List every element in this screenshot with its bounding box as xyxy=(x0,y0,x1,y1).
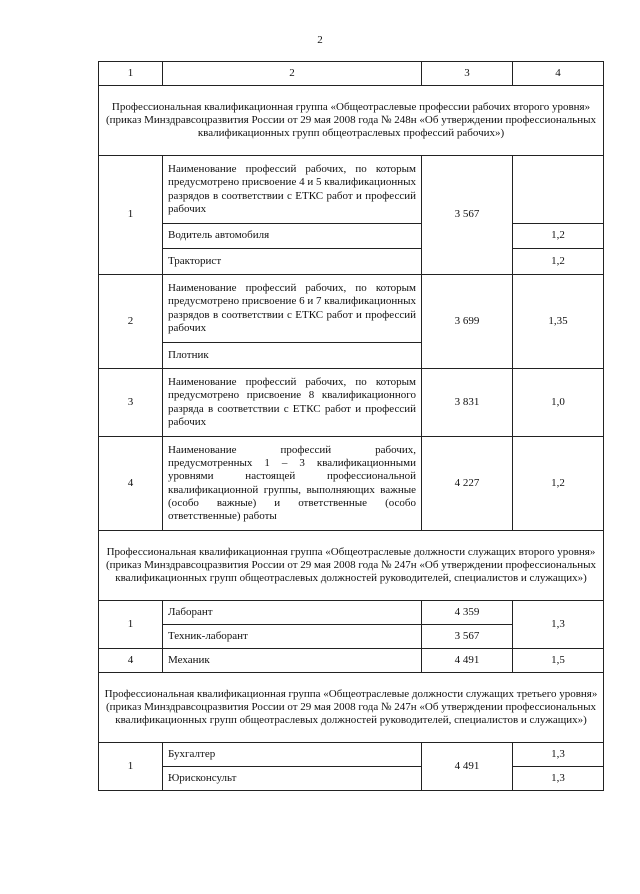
table-row xyxy=(99,601,604,625)
job-name: Бухгалтер xyxy=(163,743,422,767)
level-number: 4 xyxy=(99,649,163,673)
group-title-row xyxy=(99,531,604,601)
header-cell-1: 1 xyxy=(99,62,163,86)
table-row xyxy=(99,369,604,437)
table-row xyxy=(99,649,604,673)
salary-cell: 4 491 xyxy=(422,743,513,791)
coefficient-cell: 1,2 xyxy=(513,249,604,275)
group3-title: Профессиональная квалификационная группа «Общеотраслевые должности служащих третьего уровня» (приказ Минздравсоцразвития России от 29 мая 2008 года № 247н «Об утверждении профессиональных квалификационных групп общеотраслевых должностей руководителей, специалистов и служащих») xyxy=(99,673,604,743)
coefficient-cell: 1,0 xyxy=(513,369,604,437)
table-row xyxy=(99,224,604,249)
group1-title: Профессиональная квалификационная группа «Общеотраслевые профессии рабочих второго уровня» (приказ Минздравсоцразвития России от 29 мая 2008 года № 248н «Об утверждении профессиональных квалификационных групп общеотраслевых профессий рабочих») xyxy=(99,86,604,156)
level-description: Наименование профессий рабочих, по которым предусмотрено присвоение 8 квалификационного разряда в соответствии с ЕТКС работ и профессий рабочих xyxy=(163,369,422,437)
coefficient-cell: 1,2 xyxy=(513,437,604,531)
coefficient-cell-empty xyxy=(513,156,604,224)
coefficient-cell: 1,3 xyxy=(513,743,604,767)
job-name: Техник-лаборант xyxy=(163,625,422,649)
job-name: Юрисконсульт xyxy=(163,767,422,791)
salary-cell: 4 491 xyxy=(422,649,513,673)
coefficient-cell: 1,3 xyxy=(513,767,604,791)
salary-cell: 3 567 xyxy=(422,625,513,649)
header-row xyxy=(99,62,604,86)
salary-cell: 3 567 xyxy=(422,156,513,275)
group-title-row xyxy=(99,673,604,743)
job-name: Плотник xyxy=(163,343,422,369)
level-description: Наименование профессий рабочих, предусмотренных 1 – 3 квалификационными уровнями настоящей профессиональной квалификационной группы, выполняющих важные (особо важные) и ответственные (особо ответственные) работы xyxy=(163,437,422,531)
table-row xyxy=(99,249,604,275)
header-cell-2: 2 xyxy=(163,62,422,86)
level-number: 2 xyxy=(99,275,163,369)
header-cell-3: 3 xyxy=(422,62,513,86)
table-row xyxy=(99,156,604,224)
level-description: Наименование профессий рабочих, по которым предусмотрено присвоение 4 и 5 квалификационных разрядов в соответствии с ЕТКС работ и профессий рабочих xyxy=(163,156,422,224)
table-row xyxy=(99,767,604,791)
job-name: Тракторист xyxy=(163,249,422,275)
page-number: 2 xyxy=(317,34,323,46)
group2-title: Профессиональная квалификационная группа «Общеотраслевые должности служащих второго уровня» (приказ Минздравсоцразвития России от 29 мая 2008 года № 247н «Об утверждении профессиональных квалификационных групп общеотраслевых должностей руководителей, специалистов и служащих») xyxy=(99,531,604,601)
coefficient-cell: 1,35 xyxy=(513,275,604,369)
job-name: Лаборант xyxy=(163,601,422,625)
table-row xyxy=(99,275,604,343)
salary-cell: 3 699 xyxy=(422,275,513,369)
salary-cell: 4 227 xyxy=(422,437,513,531)
table-row xyxy=(99,437,604,531)
coefficient-cell: 1,3 xyxy=(513,601,604,649)
level-number: 1 xyxy=(99,156,163,275)
level-number: 1 xyxy=(99,743,163,791)
table-row xyxy=(99,743,604,767)
header-cell-4: 4 xyxy=(513,62,604,86)
coefficient-cell: 1,5 xyxy=(513,649,604,673)
salary-cell: 4 359 xyxy=(422,601,513,625)
job-name: Водитель автомобиля xyxy=(163,224,422,249)
coefficient-cell: 1,2 xyxy=(513,224,604,249)
group-title-row xyxy=(99,86,604,156)
level-description: Наименование профессий рабочих, по которым предусмотрено присвоение 6 и 7 квалификационных разрядов в соответствии с ЕТКС работ и профессий рабочих xyxy=(163,275,422,343)
job-name: Механик xyxy=(163,649,422,673)
qualification-table xyxy=(98,61,604,791)
level-number: 4 xyxy=(99,437,163,531)
level-number: 1 xyxy=(99,601,163,649)
salary-cell: 3 831 xyxy=(422,369,513,437)
level-number: 3 xyxy=(99,369,163,437)
